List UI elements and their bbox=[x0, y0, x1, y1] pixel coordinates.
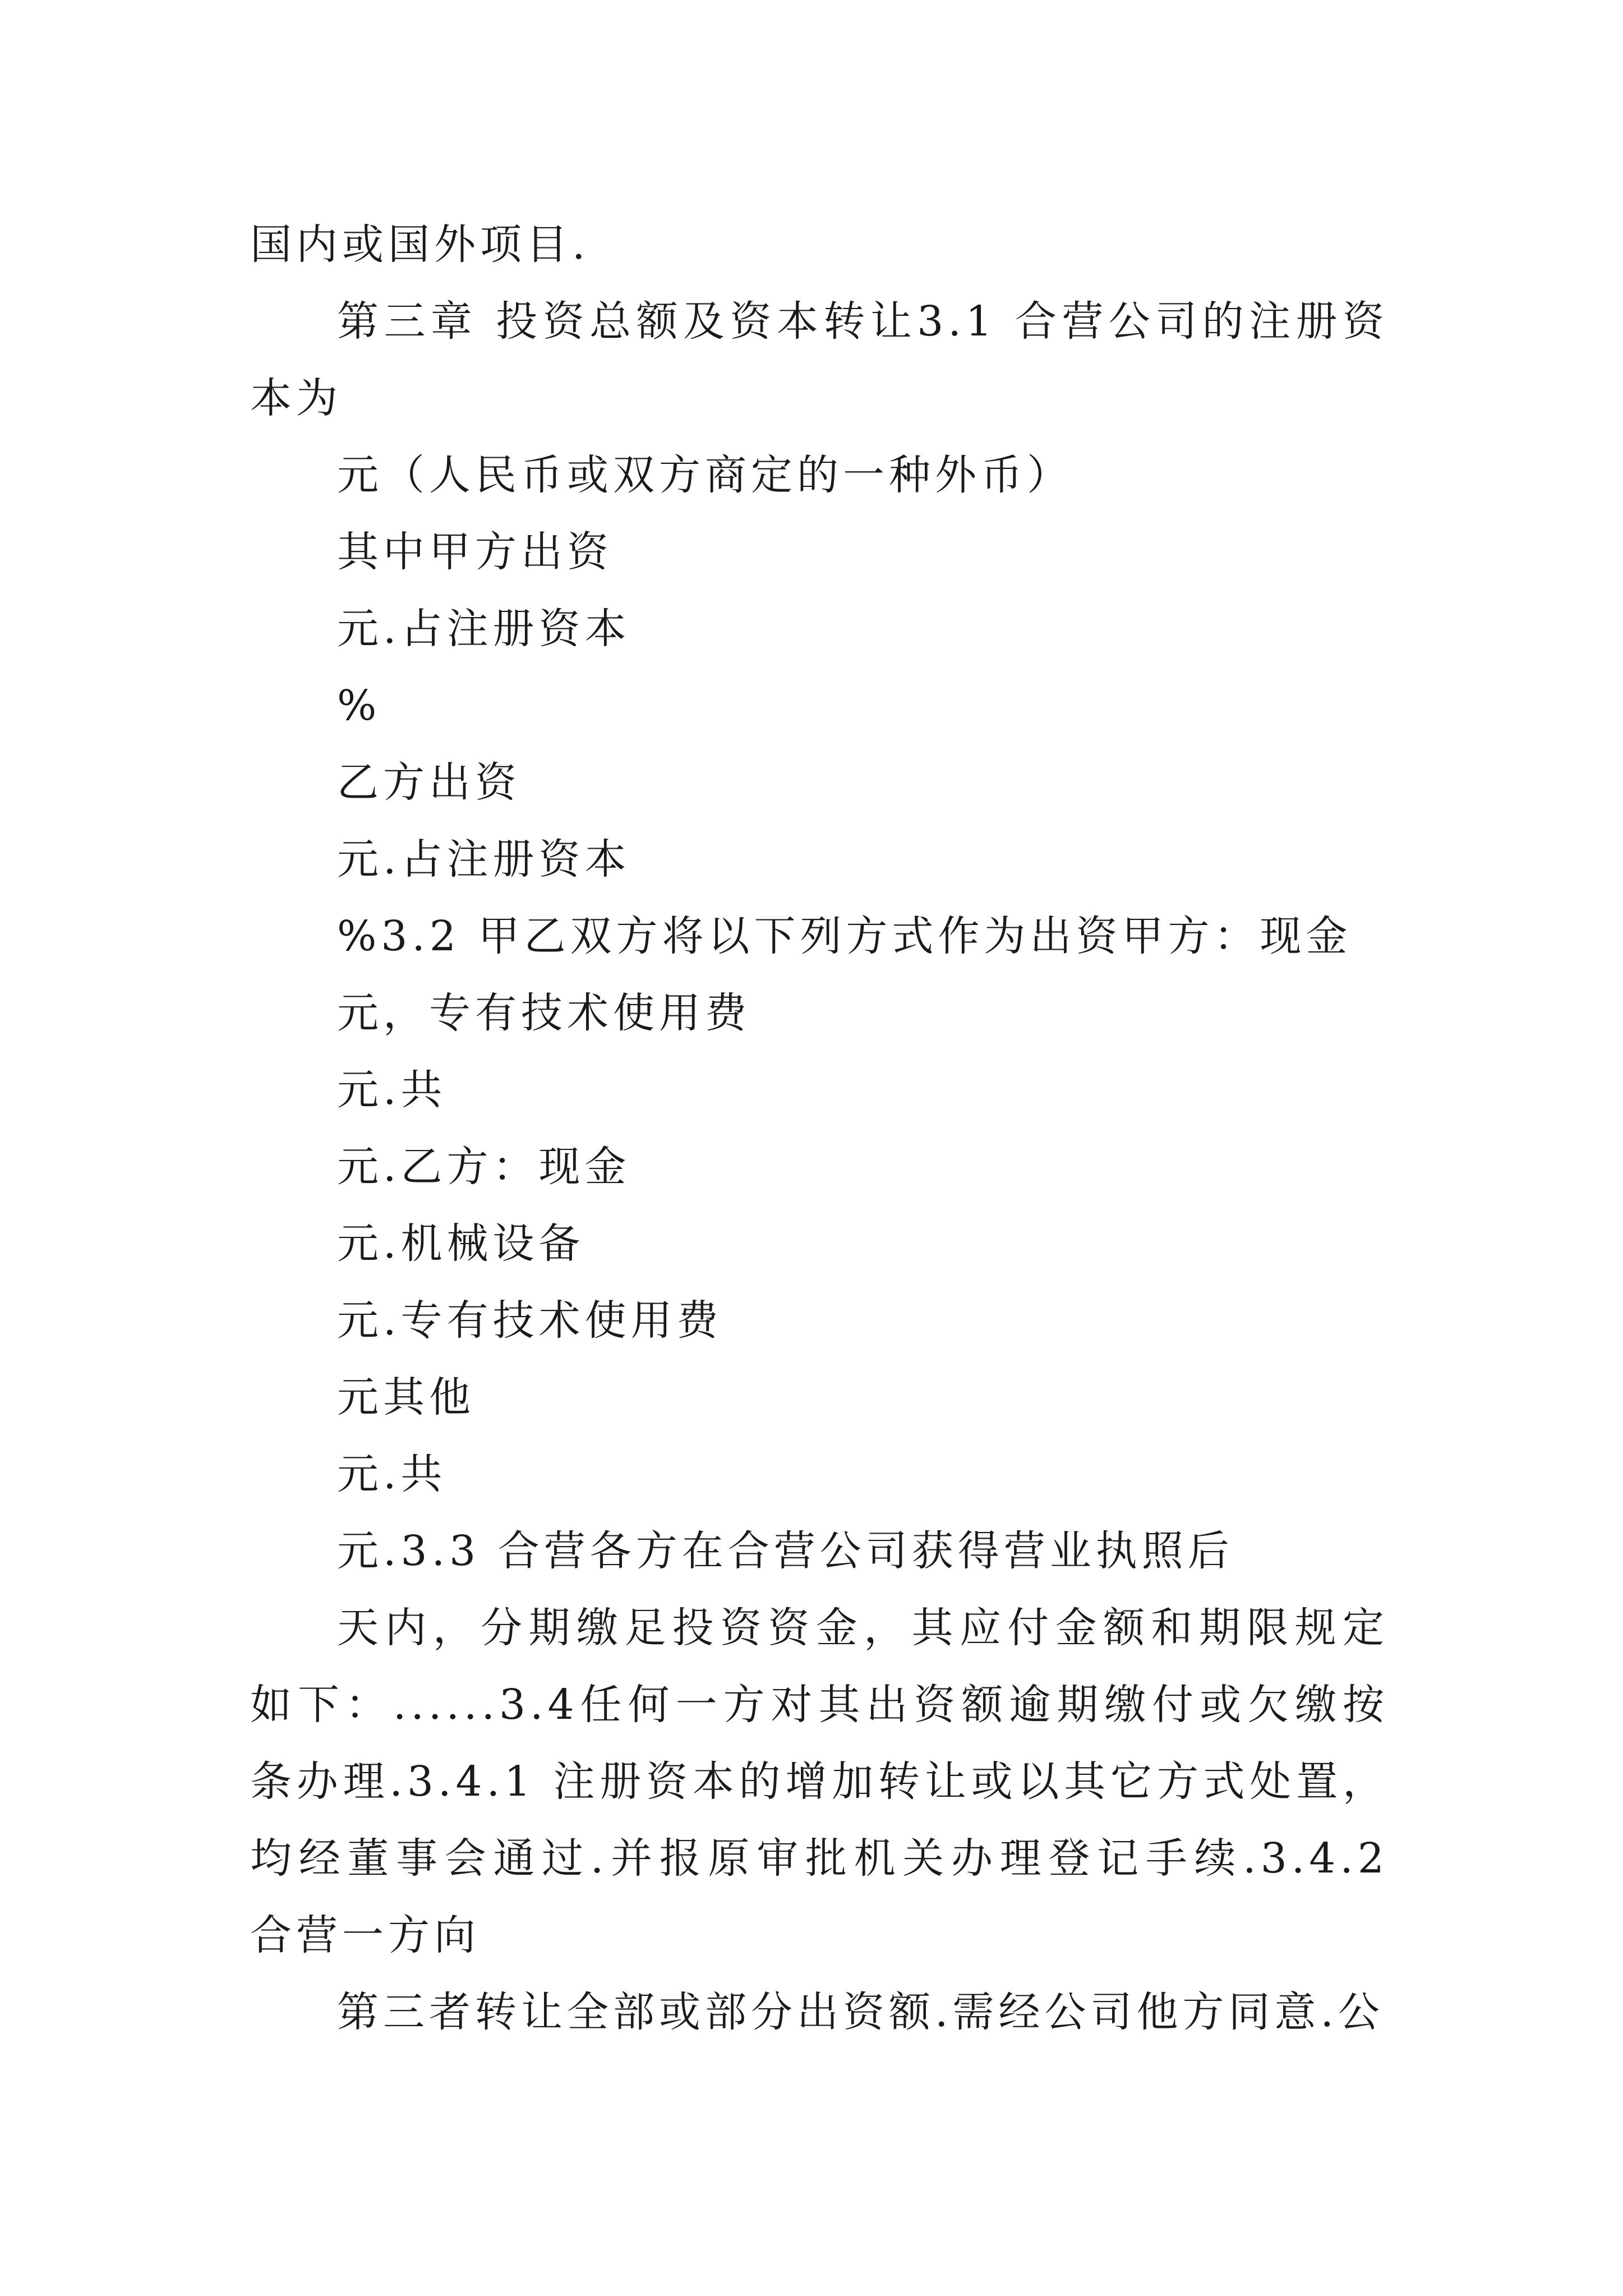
document-body bbox=[250, 206, 1389, 2051]
paragraph: 元.占注册资本 bbox=[337, 835, 631, 884]
paragraph: %3.2 甲乙双方将以下列方式作为出资甲方：现金 bbox=[337, 912, 1352, 960]
paragraph: 元（人民币或双方商定的一种外币） bbox=[337, 451, 1073, 499]
paragraph: 元其他 bbox=[337, 1373, 475, 1421]
paragraph: 第三章 投资总额及资本转让3.1 合营公司的注册资本为 bbox=[250, 297, 1389, 422]
paragraph: 国内或国外项目. bbox=[250, 220, 590, 269]
paragraph: % bbox=[337, 682, 381, 730]
paragraph: 元.共 bbox=[337, 1066, 447, 1114]
paragraph: 元.3.3 合营各方在合营公司获得营业执照后 bbox=[337, 1527, 1234, 1575]
paragraph: 元.乙方：现金 bbox=[337, 1143, 631, 1191]
paragraph: 天内，分期缴足投资资金，其应付金额和期限规定如下：......3.4任何一方对其出资额逾期缴付或欠缴按条办理.3.4.1 注册资本的增加转让或以其它方式处置，均经董事会通过.并报原审批机关办理登记手续.3.4.2 合营一方向 bbox=[250, 1604, 1389, 1959]
paragraph: 元，专有技术使用费 bbox=[337, 989, 751, 1037]
paragraph: 第三者转让全部或部分出资额.需经公司他方同意.公 bbox=[337, 1988, 1385, 2036]
paragraph: 元.专有技术使用费 bbox=[337, 1296, 723, 1345]
paragraph: 其中甲方出资 bbox=[337, 528, 613, 576]
paragraph: 元.占注册资本 bbox=[337, 605, 631, 653]
paragraph: 元.共 bbox=[337, 1450, 447, 1498]
paragraph: 乙方出资 bbox=[337, 758, 521, 807]
paragraph: 元.机械设备 bbox=[337, 1220, 585, 1268]
